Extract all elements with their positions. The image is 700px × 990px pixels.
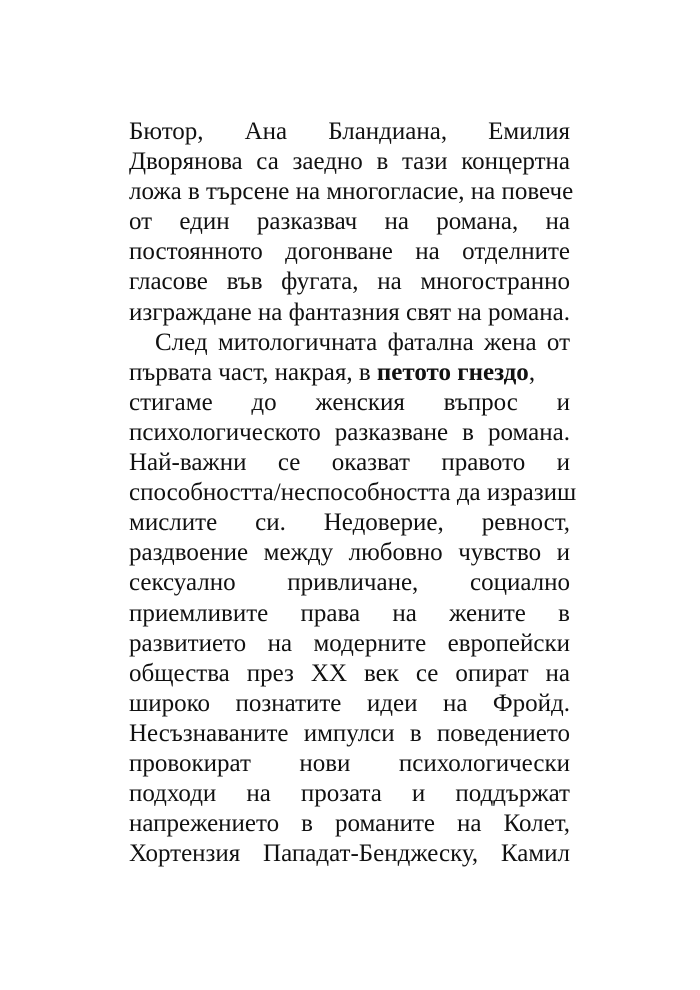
text-line: способността/неспособността да изразиш [129,479,577,507]
text-line: мислите си. Недоверие, ревност, [129,509,570,537]
text-line: Бютор, Ана Бландиана, Емилия [129,118,570,145]
text-segment: , [528,358,536,386]
text-line: Дворянова са заедно в тази концертна [129,148,570,176]
text-line: общества през XX век се опират на [129,659,570,687]
text-segment: първата част, накрая, в [129,358,377,386]
text-line: от един разказвач на романа, на [129,208,570,236]
text-line-with-emphasis [129,358,570,388]
text-line: Хортензия Пападат-Бенджеску, Камил [129,840,570,868]
text-line: подходи на прозата и поддържат [129,780,570,808]
emphasized-phrase: петото гнездо [376,358,529,386]
text-line: приемливите права на жените в [129,599,570,627]
paragraph-2 [129,328,577,870]
paragraph-1 [129,117,574,328]
text-line: постоянното догонване на отделните [129,238,570,266]
text-line: сексуално привличане, социално [129,569,570,597]
page-text [129,117,577,869]
text-line: стигаме до женския въпрос и [129,388,570,416]
text-line: психологическото разказване в романа. [129,418,570,446]
text-line: Най-важни се оказват правото и [129,449,570,477]
text-line: изграждане на фантазния свят на романа. [129,298,570,326]
text-line: развитието на модерните европейски [129,629,570,657]
text-line: раздвоение между любовно чувство и [129,539,570,567]
text-line: гласове във фугата, на многостранно [129,268,570,296]
text-line: широко познатите идеи на Фройд. [129,689,570,717]
text-line: След митологичната фатална жена от [155,328,570,356]
text-line: Несъзнаваните импулси в поведението [129,719,570,747]
text-line: ложа в търсене на многогласие, на повече [129,178,574,206]
text-line: провокират нови психологически [129,749,570,777]
text-line: напрежението в романите на Колет, [129,810,570,838]
